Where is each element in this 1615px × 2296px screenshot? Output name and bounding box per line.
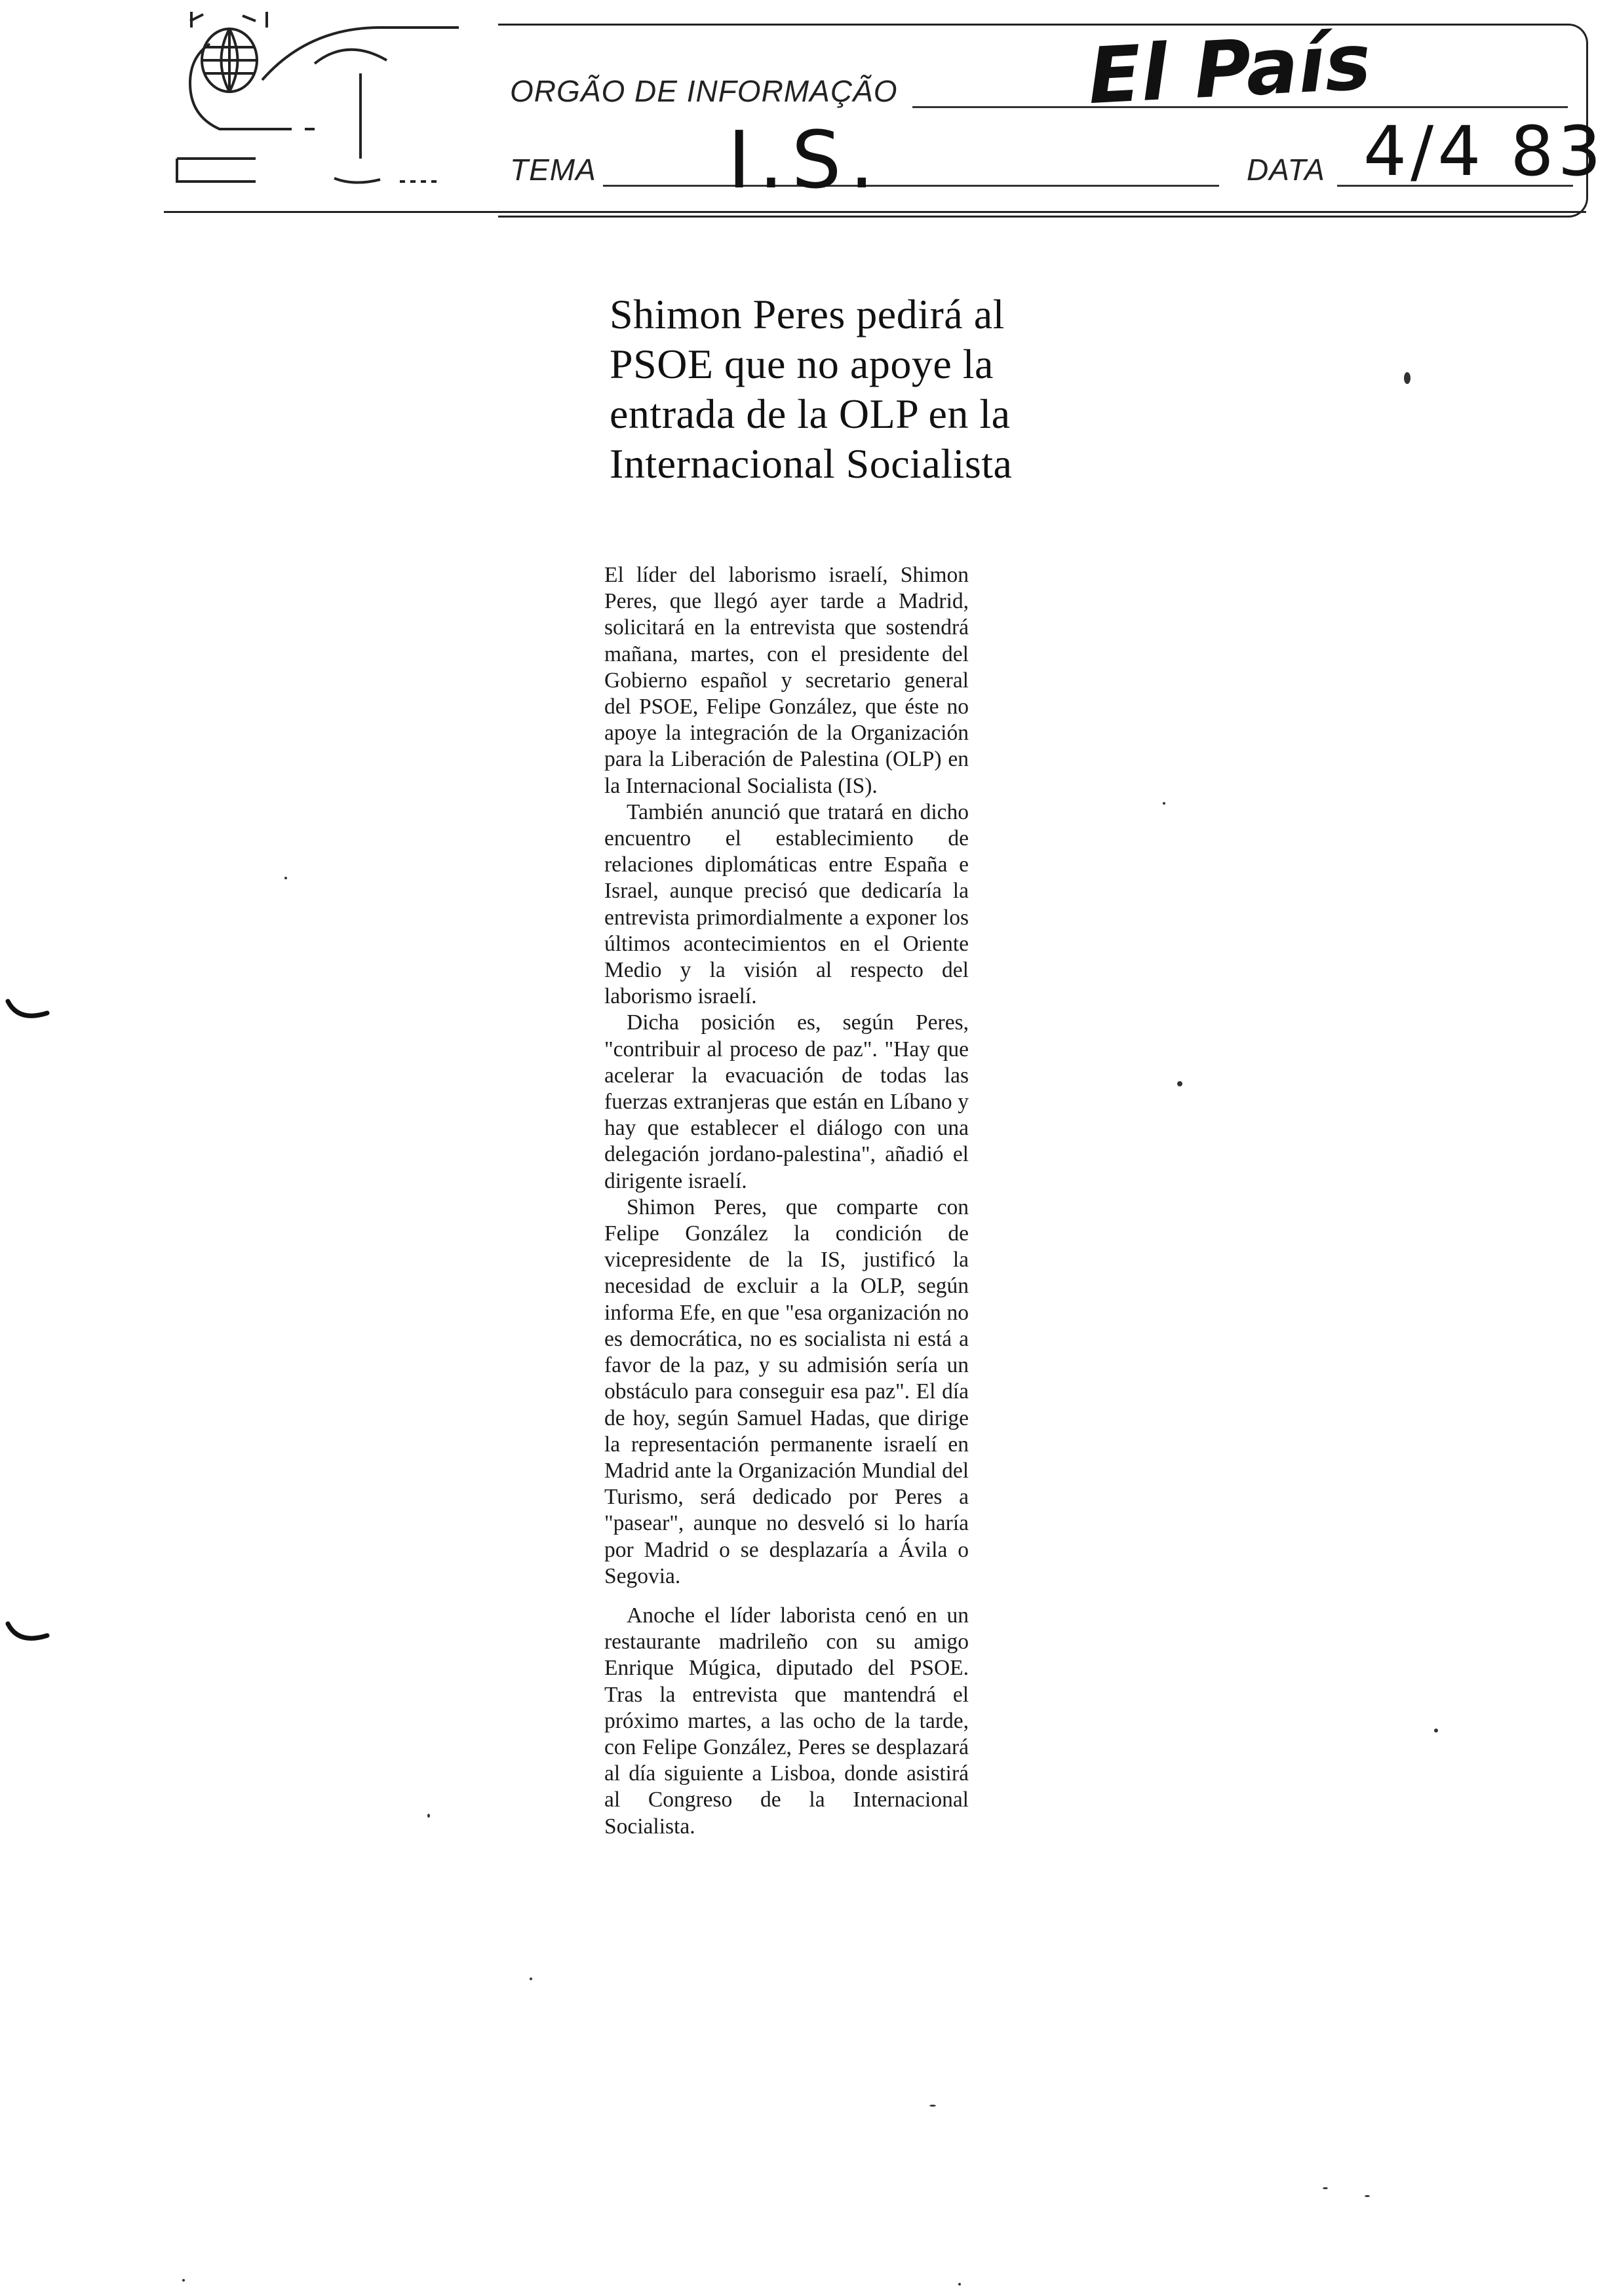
data-label: DATA (1247, 153, 1325, 187)
article-headline: Shimon Peres pedirá al PSOE que no apoye la entrada de la OLP en la Internacional Socialista (610, 291, 1013, 487)
archive-logo (164, 8, 465, 191)
article-paragraph: Anoche el líder laborista cenó en un restaurante madrileño con su amigo Enrique Múgica, diputado del PSOE. Tras la entrevista que mantendrá el próximo martes, a las ocho de la tarde, con Felipe González, Peres se desplazará al día siguiente a Lisboa, donde asistirá al Congreso de la Internacional Socialista. (604, 1603, 969, 1839)
tema-value: I.S. (728, 115, 882, 206)
punch-hole-mark-icon (5, 1618, 51, 1651)
tema-label: TEMA (510, 153, 596, 187)
scan-speck (530, 1978, 532, 1980)
tema-underline (603, 185, 1219, 187)
scan-speck (284, 877, 287, 879)
scan-speck (427, 1814, 430, 1818)
scan-speck (1163, 802, 1165, 805)
scan-speck (1323, 2187, 1328, 2189)
scan-speck (1177, 1081, 1182, 1086)
scan-speck (1404, 372, 1411, 384)
archive-slip-divider (164, 211, 1586, 213)
data-value: 4/4 83 (1363, 111, 1605, 191)
archive-logo-emblem-icon (164, 8, 465, 191)
article-paragraph: Dicha posición es, según Peres, "contribuir al proceso de paz". "Hay que acelerar la evacuación de todas las fuerzas extranjeras que están en Líbano y hay que establecer el diálogo con una delegación jordano-palestina", añadió el dirigente israelí. (604, 1010, 969, 1193)
punch-hole-mark-icon (5, 996, 51, 1029)
organ-value: El País (1085, 16, 1373, 122)
scan-speck (1434, 1729, 1438, 1732)
organ-label: ORGÃO DE INFORMAÇÃO (510, 74, 898, 108)
scan-speck (929, 2105, 936, 2107)
article-paragraph: También anunció que tratará en dicho encuentro el establecimiento de relaciones diplomáticas entre España e Israel, aunque precisó que dedicaría la entrevista primordialmente a exponer los últimos acontecimientos en el Oriente Medio y la visión al respecto del laborismo israelí. (604, 799, 969, 1009)
article-paragraph: Shimon Peres, que comparte con Felipe González la condición de vicepresidente de la IS, justificó la necesidad de excluir a la OLP, según informa Efe, en que "esa organización no es democrática, no es socialista ni está a favor de la paz, y su admisión sería un obstáculo para conseguir esa paz". El día de hoy, según Samuel Hadas, que dirige la representación permanente israelí en Madrid ante la Organización Mundial del Turismo, será dedicado por Peres a "pasear", aunque no desveló si lo haría por Madrid o se desplazaría a Ávila o Segovia. (604, 1195, 969, 1588)
scan-speck (958, 2283, 961, 2286)
article-body (604, 562, 969, 1840)
article-paragraph: El líder del laborismo israelí, Shimon Peres, que llegó ayer tarde a Madrid, solicitará en la entrevista que sostendrá mañana, martes, con el presidente del Gobierno español y secretario general del PSOE, Felipe González, que éste no apoye la integración de la Organización para la Liberación de Palestina (OLP) en la Internacional Socialista (IS). (604, 563, 969, 798)
scan-speck (1365, 2195, 1370, 2197)
scan-speck (182, 2279, 185, 2282)
